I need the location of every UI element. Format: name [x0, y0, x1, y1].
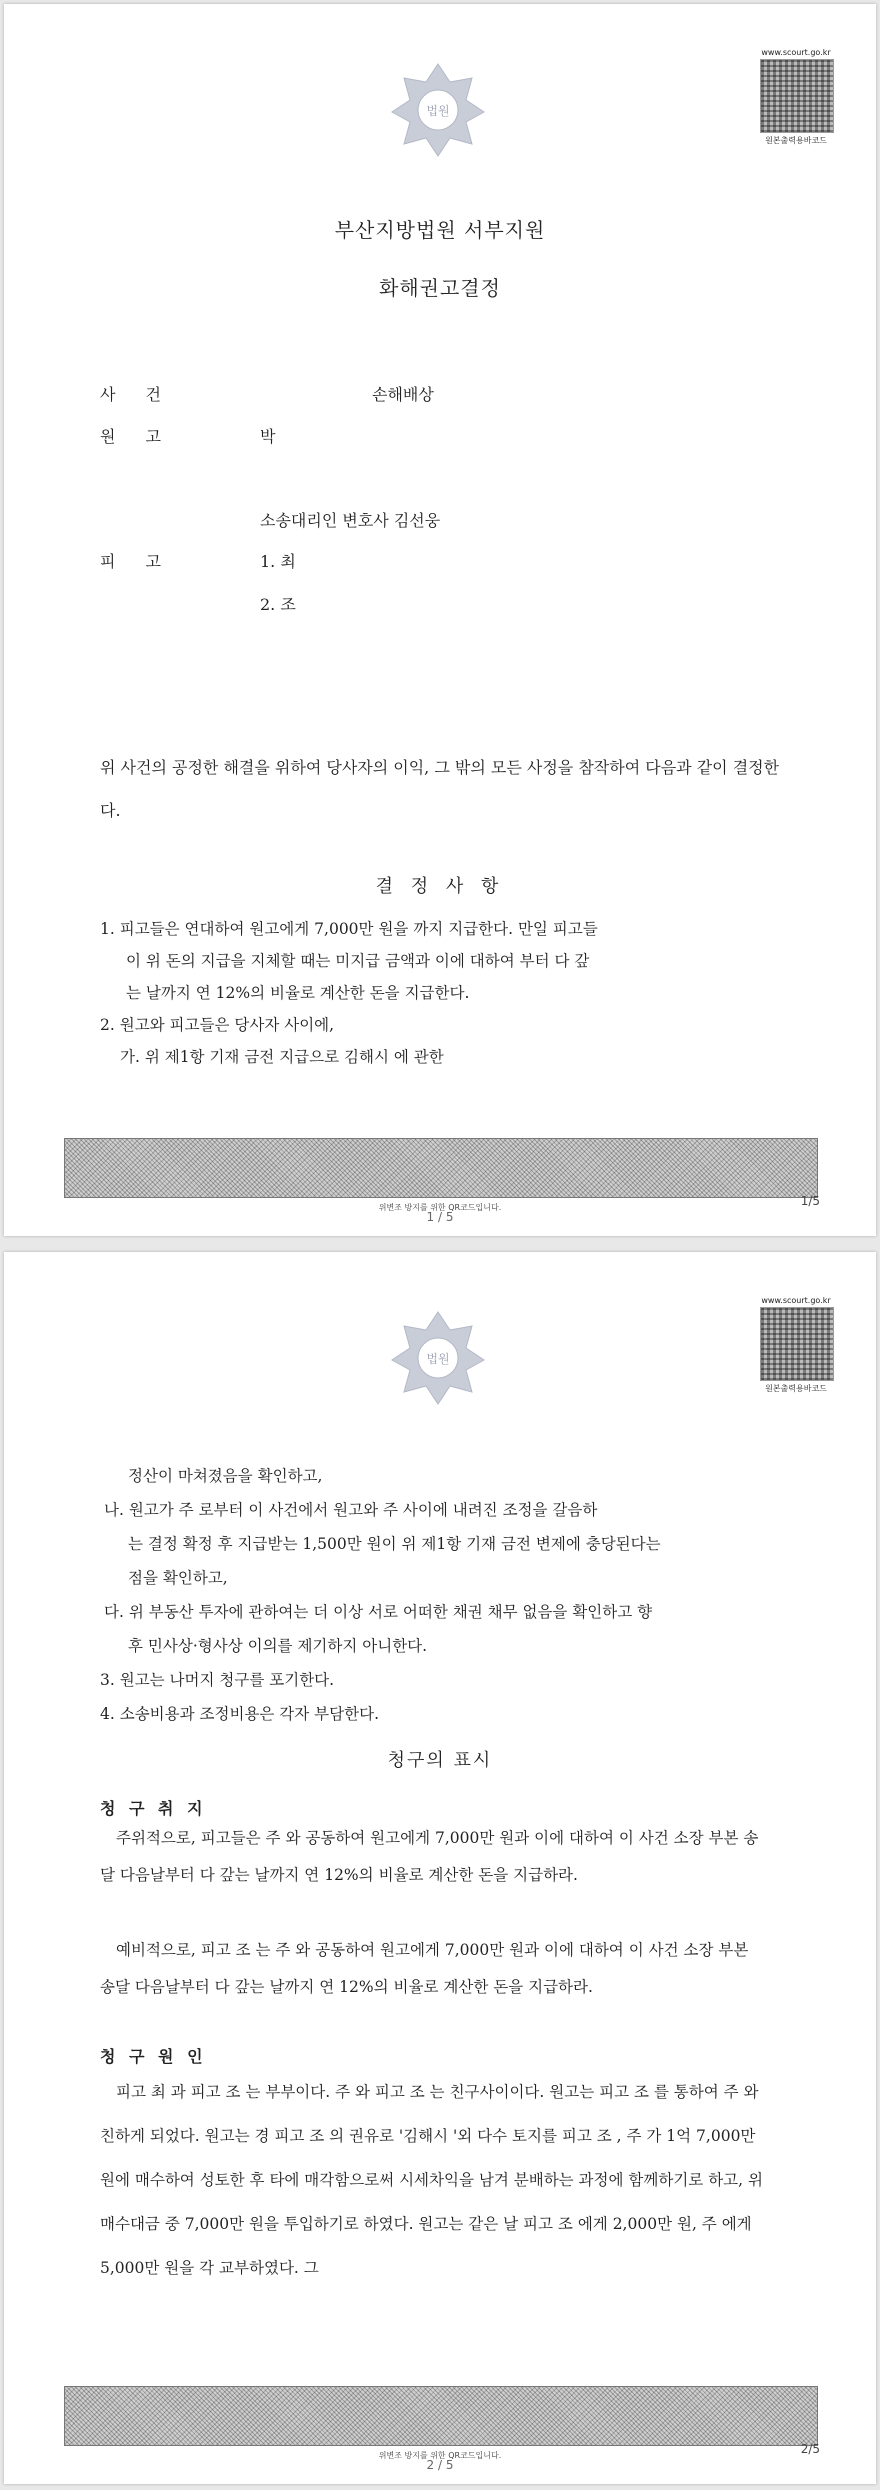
decision-line: 이 위 돈의 지급을 지체할 때는 미지급 금액과 이에 대하여 부터 다 갚 [126, 952, 590, 970]
party-key: 사건 [100, 385, 191, 404]
party-row [100, 592, 296, 615]
party-row [100, 549, 296, 572]
claim-purpose-paragraph: 주위적으로, 피고들은 주 와 공동하여 원고에게 7,000만 원과 이에 대하여 이 사건 소장 부본 송달 다음날부터 다 갚는 날까지 연 12%의 비율로 계산한 돈을 지급하라. [100, 1829, 759, 1884]
decision-line: 점을 확인하고, [128, 1569, 228, 1587]
party-key: 원고 [100, 427, 191, 446]
decision-line: 다. 위 부동산 투자에 관하여는 더 이상 서로 어떠한 채권 채무 없음을 확인하고 향 [104, 1603, 653, 1621]
claim-cause-paragraph: 피고 최 과 피고 조 는 부부이다. 주 와 피고 조 는 친구사이이다. 원고는 피고 조 를 통하여 주 와 친하게 되었다. 원고는 경 피고 조 의 권유로 '김해시 '외 다수 토지를 피고 조 , 주 가 1억 7,000만 원에 매수하여 성토한 후 타에 매각함으로써 시세차익을 남겨 분배하는 과정에 함께하기로 하고, 위 매수대금 중 7,000만 원을 투입하기로 하였다. 원고는 같은 날 피고 조 에게 2,000만 원, 주 에게 5,000만 원을 각 교부하였다. 그 [100, 2083, 763, 2277]
claim-purpose-title: 청 구 취 지 [100, 1799, 207, 1818]
qr-code-icon [760, 1307, 834, 1381]
court-emblem-icon [388, 60, 488, 160]
court-name: 부산지방법원 서부지원 [334, 218, 546, 242]
decision-line: 2. 원고와 피고들은 당사자 사이에, [100, 1016, 335, 1034]
page-number-right: 2/5 [800, 2442, 820, 2456]
party-value: 손해배상 [372, 385, 434, 404]
decision-line: 가. 위 제1항 기재 금전 지급으로 김해시 에 관한 [120, 1048, 444, 1066]
decision-line: 1. 피고들은 연대하여 원고에게 7,000만 원을 까지 지급한다. 만일 피고들 [100, 920, 598, 938]
court-emblem-icon [388, 1308, 488, 1408]
document-page-1 [4, 4, 876, 1236]
footer-note: 위변조 방지를 위한 QR코드입니다. [378, 1203, 502, 1212]
party-value: 1. 최 [260, 552, 296, 571]
claim-purpose-paragraph: 예비적으로, 피고 조 는 주 와 공동하여 원고에게 7,000만 원과 이에 대하여 이 사건 소장 부본 송달 다음날부터 다 갚는 날까지 연 12%의 비율로 계산한 돈을 지급하라. [100, 1941, 749, 1996]
page-number-right: 1/5 [800, 1194, 820, 1208]
party-row [100, 382, 434, 405]
emblem-label: 법원 [426, 104, 450, 118]
qr-block [760, 1296, 832, 1394]
decision-line: 3. 원고는 나머지 청구를 포기한다. [100, 1671, 335, 1689]
party-row [100, 508, 440, 531]
page-number-center: 1 / 5 [426, 1210, 454, 1224]
intro-paragraph: 위 사건의 공정한 해결을 위하여 당사자의 이익, 그 밖의 모든 사정을 참작하여 다음과 같이 결정한다. [100, 758, 780, 820]
claim-title: 청구의 표시 [387, 1750, 493, 1771]
party-value: 2. 조 [260, 595, 296, 614]
qr-caption: 원본출력용바코드 [765, 136, 827, 145]
security-pattern-band [64, 1138, 818, 1198]
security-pattern-band [64, 2386, 818, 2446]
decision-line: 정산이 마쳐졌음을 확인하고, [128, 1467, 323, 1485]
decision-line: 4. 소송비용과 조정비용은 각자 부담한다. [100, 1705, 379, 1723]
decision-line: 나. 원고가 주 로부터 이 사건에서 원고와 주 사이에 내려진 조정을 갈음하 [104, 1501, 598, 1519]
document-title: 화해권고결정 [379, 276, 501, 300]
party-value: 박 [260, 427, 276, 446]
decision-title: 결 정 사 항 [375, 876, 505, 897]
decision-line: 는 날까지 연 12%의 비율로 계산한 돈을 지급한다. [126, 984, 470, 1002]
document-page-2 [4, 1252, 876, 2484]
footer-note: 위변조 방지를 위한 QR코드입니다. [378, 2451, 502, 2460]
qr-block [760, 48, 832, 146]
party-key: 피고 [100, 552, 191, 571]
decision-line: 후 민사상·형사상 이의를 제기하지 아니한다. [128, 1637, 428, 1655]
qr-caption: 원본출력용바코드 [765, 1384, 827, 1393]
qr-url: www.scourt.go.kr [761, 1296, 831, 1305]
party-value: 소송대리인 변호사 김선웅 [260, 511, 441, 530]
emblem-label: 법원 [426, 1352, 450, 1366]
party-row [100, 424, 275, 447]
qr-code-icon [760, 59, 834, 133]
claim-cause-title: 청 구 원 인 [100, 2047, 207, 2066]
qr-url: www.scourt.go.kr [761, 48, 831, 57]
page-number-center: 2 / 5 [426, 2458, 454, 2472]
decision-line: 는 결정 확정 후 지급받는 1,500만 원이 위 제1항 기재 금전 변제에 충당된다는 [128, 1535, 661, 1553]
